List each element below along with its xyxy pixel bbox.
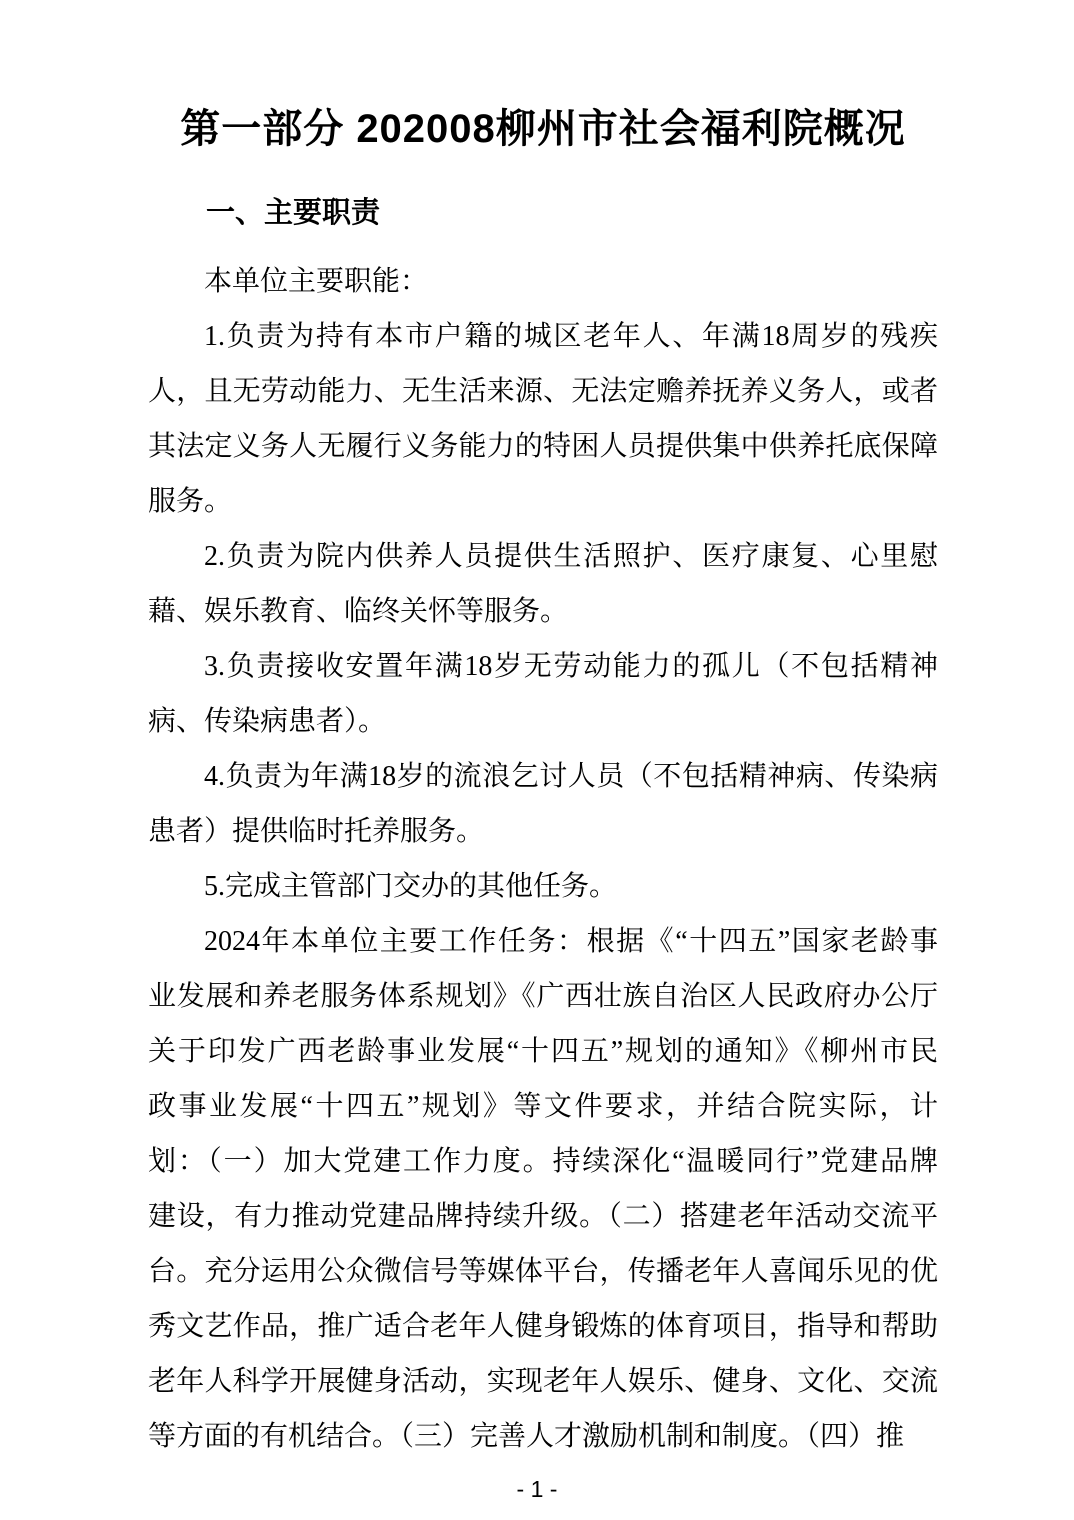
paragraph-line: 政事业发展“十四五”规划》等文件要求，并结合院实际，计 [148, 1091, 938, 1122]
paragraph-line: 划：（一）加大党建工作力度。持续深化“温暖同行”党建品牌 [148, 1146, 938, 1177]
paragraph-line: 业发展和养老服务体系规划》《广西壮族自治区人民政府办公厅 [148, 981, 938, 1012]
section-heading-main-duties: 一、主要职责 [206, 197, 381, 229]
document-title: 第一部分 202008柳州市社会福利院概况 [180, 107, 906, 151]
body-paragraphs [148, 254, 938, 1464]
paragraph [148, 859, 938, 914]
paragraph-line: 关于印发广西老龄事业发展“十四五”规划的通知》《柳州市民 [148, 1036, 938, 1067]
paragraph-line: 台。充分运用公众微信号等媒体平台，传播老年人喜闻乐见的优 [148, 1256, 938, 1287]
page-number: - 1 - [516, 1476, 558, 1502]
paragraph-line: 1.负责为持有本市户籍的城区老年人、年满18周岁的残疾 [204, 321, 938, 352]
paragraph-line: 建设，有力推动党建品牌持续升级。（二）搭建老年活动交流平 [148, 1201, 938, 1232]
paragraph [148, 749, 938, 859]
paragraph-line: 秀文艺作品，推广适合老年人健身锻炼的体育项目，指导和帮助 [148, 1311, 938, 1342]
paragraph-line: 人，且无劳动能力、无生活来源、无法定赡养抚养义务人，或者 [148, 376, 938, 407]
paragraph [148, 309, 938, 529]
paragraph-line: 3.负责接收安置年满18岁无劳动能力的孤儿（不包括精神 [204, 651, 938, 682]
paragraph [148, 914, 938, 1464]
paragraph-line: 患者）提供临时托养服务。 [148, 816, 485, 847]
paragraph-line: 4.负责为年满18岁的流浪乞讨人员（不包括精神病、传染病 [204, 761, 938, 792]
paragraph-line: 老年人科学开展健身活动，实现老年人娱乐、健身、文化、交流 [148, 1366, 938, 1397]
paragraph-line: 本单位主要职能： [204, 266, 429, 297]
paragraph [148, 254, 938, 309]
paragraph-line: 等方面的有机结合。（三）完善人才激励机制和制度。（四）推 [148, 1421, 905, 1452]
paragraph-line: 藉、娱乐教育、临终关怀等服务。 [148, 596, 569, 627]
paragraph-line: 5.完成主管部门交办的其他任务。 [204, 871, 618, 902]
paragraph-line: 其法定义务人无履行义务能力的特困人员提供集中供养托底保障 [148, 431, 938, 462]
paragraph-line: 病、传染病患者）。 [148, 706, 387, 737]
paragraph [148, 639, 938, 749]
paragraph-line: 2.负责为院内供养人员提供生活照护、医疗康复、心里慰 [204, 541, 938, 572]
paragraph [148, 529, 938, 639]
paragraph-line: 服务。 [148, 486, 233, 517]
paragraph-line: 2024年本单位主要工作任务：根据《“十四五”国家老龄事 [204, 926, 938, 957]
